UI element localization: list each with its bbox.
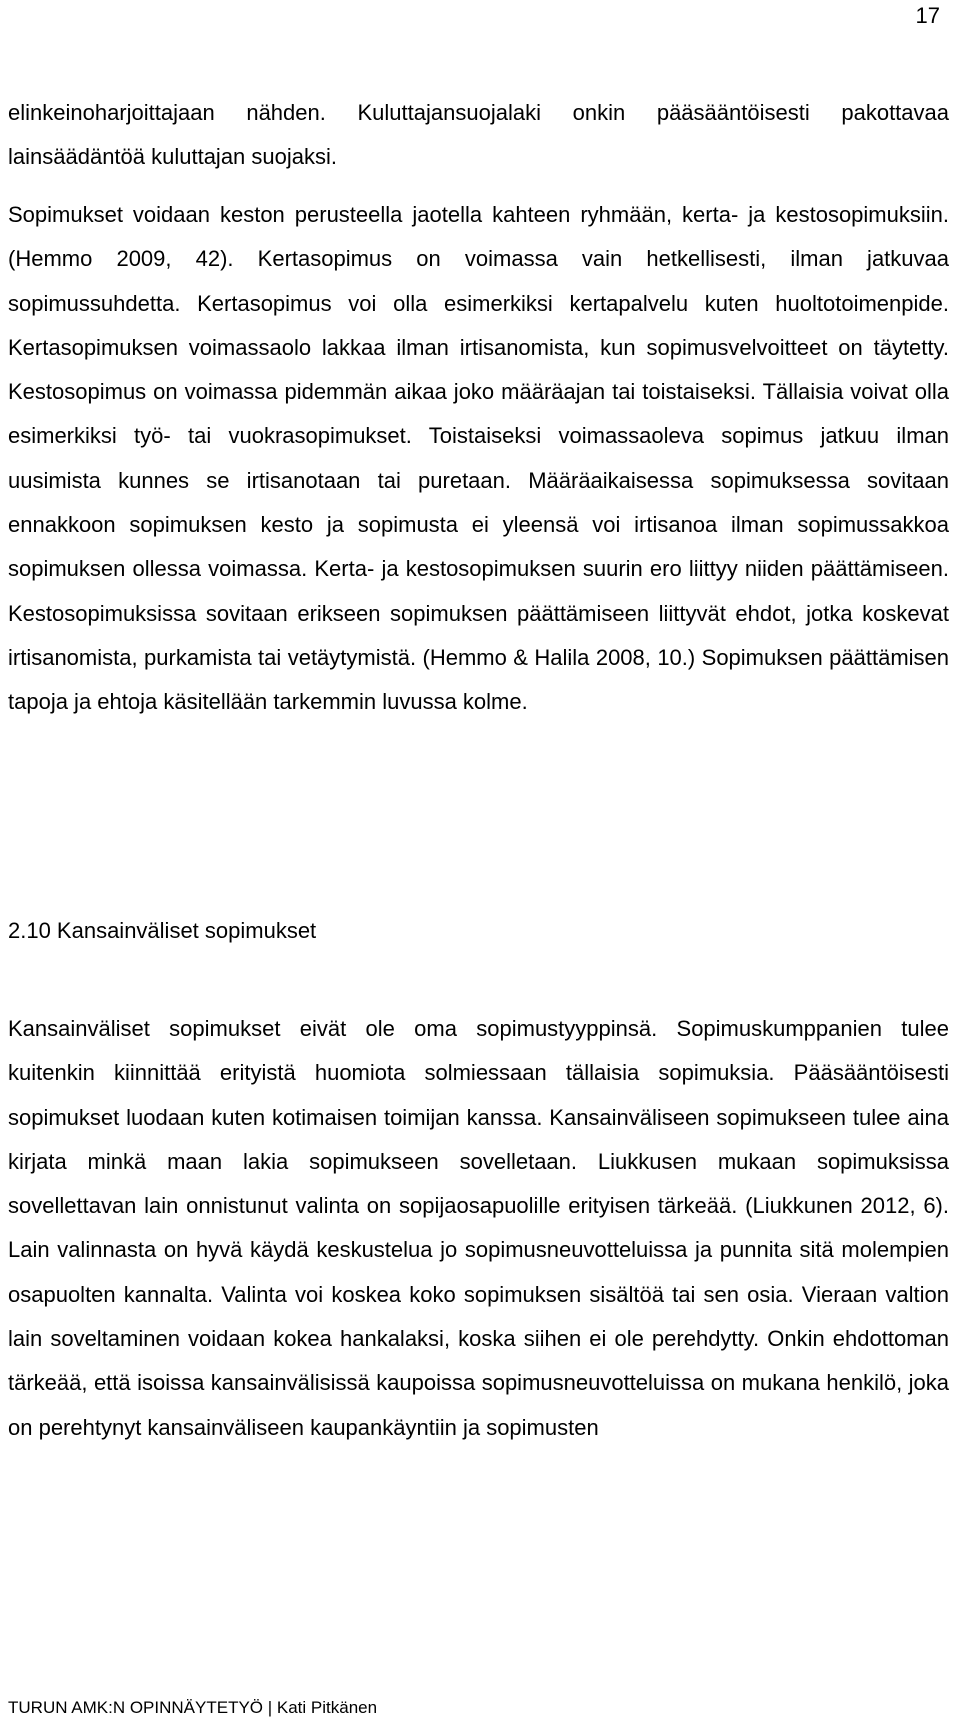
section-heading: 2.10 Kansainväliset sopimukset: [8, 918, 317, 943]
paragraph-international-contracts: Kansainväliset sopimukset eivät ole oma sopimustyyppinsä. Sopimuskumppanien tulee kuitenkin kiinnittää erityistä huomiota solmiessaan tällaisia sopimuksia. Pääsääntöisesti sopimukset luodaan kuten kotimaisen toimijan kanssa. Kansainväliseen sopimukseen tulee aina kirjata minkä maan lakia sopimukseen sovelletaan. Liukkusen mukaan sopimuksissa sovellettavan lain onnistunut valinta on sopijaosapuolille erityisen tärkeää. (Liukkunen 2012, 6). Lain valinnasta on hyvä käydä keskustelua jo sopimusneuvotteluissa ja punnita sitä molempien osapuolten kannalta. Valinta voi koskea koko sopimuksen sisältöä tai sen osia. Vieraan valtion lain soveltaminen voidaan kokea hankalaksi, koska siihen ei ole perehdytty. Onkin ehdottoman tärkeää, että isoissa kansainvälisissä kaupoissa sopimusneuvotteluissa on mukana henkilö, joka on perehtynyt kansainväliseen kaupankäyntiin ja sopimusten: [8, 1016, 949, 1440]
page-footer: TURUN AMK:N OPINNÄYTETYÖ | Kati Pitkänen: [8, 1698, 378, 1717]
paragraph-contract-types: Sopimukset voidaan keston perusteella jaotella kahteen ryhmään, kerta- ja kestosopimuksiin. (Hemmo 2009, 42). Kertasopimus on voimassa vain hetkellisesti, ilman jatkuvaa sopimussuhdetta. Kertasopimus voi olla esimerkiksi kertapalvelu kuten huoltotoimenpide. Kertasopimuksen voimassaolo lakkaa ilman irtisanomista, kun sopimusvelvoitteet on täytetty. Kestosopimus on voimassa pidemmän aikaa joko määräajan tai toistaiseksi. Tällaisia voivat olla esimerkiksi työ- tai vuokrasopimukset. Toistaiseksi voimassaoleva sopimus jatkuu ilman uusimista kunnes se irtisanotaan tai puretaan. Määräaikaisessa sopimuksessa sovitaan ennakkoon sopimuksen kesto ja sopimusta ei yleensä voi irtisanoa ilman sopimussakkoa sopimuksen ollessa voimassa. Kerta- ja kestosopimuksen suurin ero liittyy niiden päättämiseen. Kestosopimuksissa sovitaan erikseen sopimuksen päättämiseen liittyvät ehdot, jotka koskevat irtisanomista, purkamista tai vetäytymistä. (Hemmo & Halila 2008, 10.) Sopimuksen päättämisen tapoja ja ehtoja käsitellään tarkemmin luvussa kolme.: [8, 202, 949, 715]
page-number: 17: [915, 3, 940, 28]
paragraph-consumer-protection: elinkeinoharjoittajaan nähden. Kuluttajansuojalaki onkin pääsääntöisesti pakottavaa lainsäädäntöä kuluttajan suojaksi.: [8, 100, 949, 170]
